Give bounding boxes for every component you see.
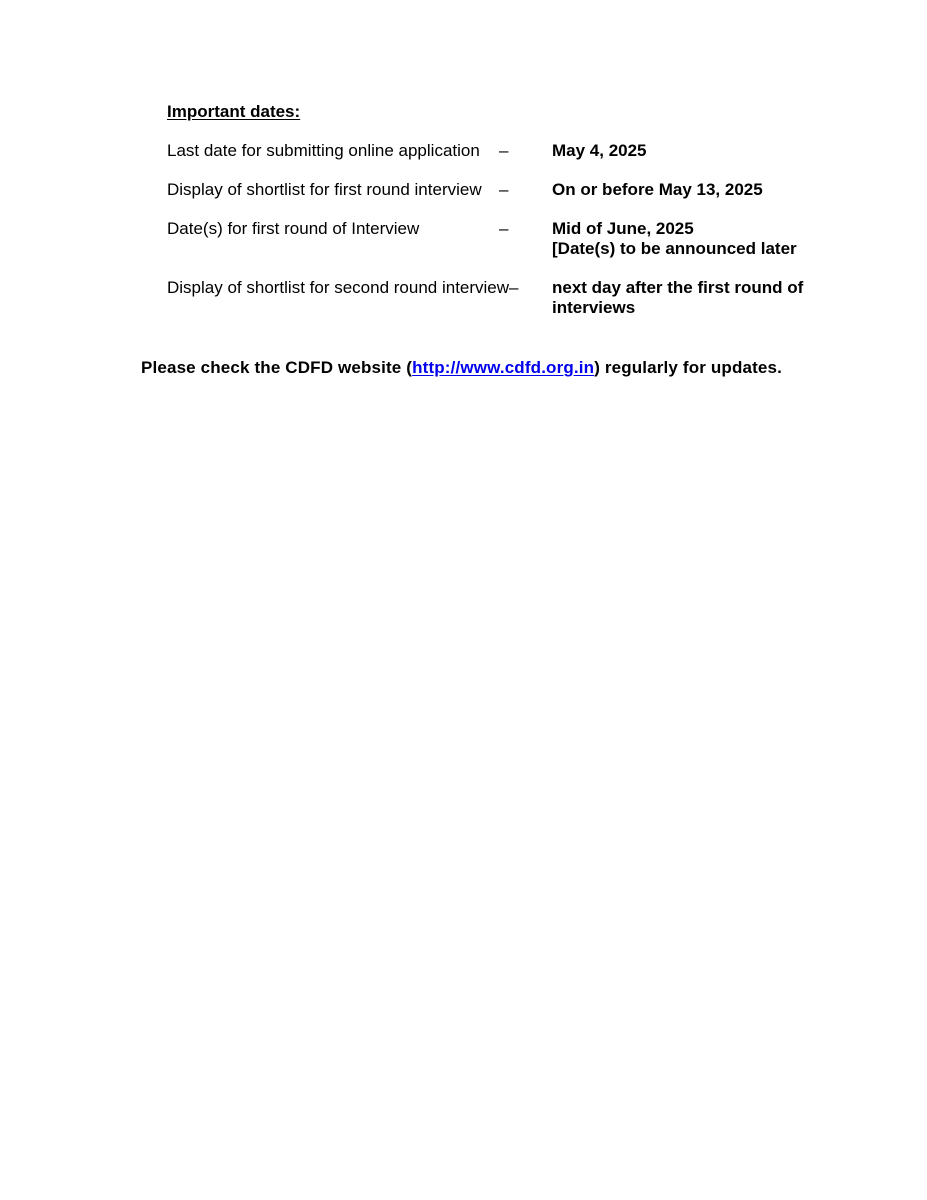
dates-row-label: Last date for submitting online application (167, 141, 480, 160)
dates-row-value-line: Mid of June, 2025 (552, 219, 694, 238)
notice-suffix: ) regularly for updates. (594, 358, 782, 377)
dates-row-value-line: [Date(s) to be announced later (552, 239, 797, 258)
dates-row-value-line: May 4, 2025 (552, 141, 647, 160)
dates-row-value (552, 180, 822, 200)
dates-row-dash: – (499, 219, 509, 238)
website-notice (141, 358, 782, 378)
dates-row-label: Date(s) for first round of Interview (167, 219, 420, 238)
dates-row-value (552, 141, 822, 161)
dates-row-label: Display of shortlist for first round interview (167, 180, 482, 199)
dates-row-value (552, 278, 822, 318)
cdfd-website-link[interactable]: http://www.cdfd.org.in (412, 358, 595, 377)
dates-row-label: Display of shortlist for second round interview– (167, 278, 519, 297)
dates-row-value-line: On or before May 13, 2025 (552, 180, 763, 199)
important-dates-heading: Important dates: (167, 102, 301, 121)
dates-row-value-line: interviews (552, 298, 636, 317)
dates-row-value (552, 219, 822, 259)
notice-prefix: Please check the CDFD website ( (141, 358, 413, 377)
dates-row-dash: – (499, 141, 509, 160)
dates-row-dash: – (499, 180, 509, 199)
dates-row-value-line: next day after the first round of (552, 278, 804, 297)
